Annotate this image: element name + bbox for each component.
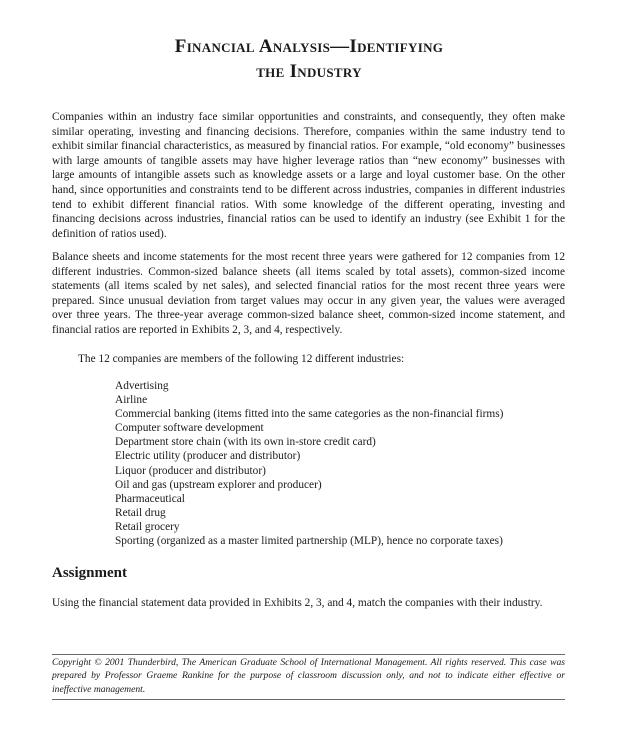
intro-paragraph: Companies within an industry face similar opportunities and constraints, and consequently, they often make similar operating, investing and financing decisions. Therefore, companies within the same industry tend to exhibit similar financial characteristics, as measured by financial ratios. For example, “old economy” businesses with large amounts of tangible assets may have higher leverage ratios than “new economy” businesses with large amounts of intangible assets such as knowledge assets or a large and loyal customer base. On the other hand, since opportunities and constraints tend to be different across industries, companies in different industries tend to exhibit different financial ratios. With some knowledge of the different operating, investing and financing decisions across industries, financial ratios can be used to identify an industry (see Exhibit 1 for the definition of ratios used). xyxy=(52,111,565,240)
assignment-paragraph: Using the financial statement data provided in Exhibits 2, 3, and 4, match the companies with their industry. xyxy=(52,597,543,609)
industry-list xyxy=(115,379,503,548)
industries-intro-paragraph: The 12 companies are members of the following 12 different industries: xyxy=(78,353,405,365)
footer-divider-bottom xyxy=(52,699,565,700)
footer-divider-top xyxy=(52,654,565,655)
list-item: Liquor (producer and distributor) xyxy=(115,464,266,477)
document-title-line-1: Financial Analysis—Identifying xyxy=(174,36,444,57)
list-item: Commercial banking (items fitted into the same categories as the non-financial firms) xyxy=(115,408,504,421)
document-title-line-2: the Industry xyxy=(256,61,362,82)
list-item: Computer software development xyxy=(115,422,264,435)
data-paragraph: Balance sheets and income statements for the most recent three years were gathered for 12 companies from 12 different industries. Common-sized balance sheets (all items scaled by total assets), common-sized income statements (all items scaled by net sales), and selected financial ratios for the most recent three years were prepared. Since unusual deviation from target values may occur in any given year, the values were averaged over three years. The three-year average common-sized balance sheet, common-sized income statement, and financial ratios are reported in Exhibits 2, 3, and 4, respectively. xyxy=(52,251,565,336)
list-item: Pharmaceutical xyxy=(115,492,185,505)
list-item: Electric utility (producer and distributor) xyxy=(115,450,301,463)
list-item: Sporting (organized as a master limited partnership (MLP), hence no corporate taxes) xyxy=(115,535,503,548)
assignment-heading: Assignment xyxy=(52,565,128,581)
list-item: Department store chain (with its own in-store credit card) xyxy=(115,436,376,449)
list-item: Airline xyxy=(115,394,148,407)
copyright-notice: Copyright © 2001 Thunderbird, The American Graduate School of International Management. All rights reserved. This case was prepared by Professor Graeme Rankine for the purpose of classroom discussion only, and not to indicate either effective or ineffective management. xyxy=(52,657,565,695)
list-item: Retail grocery xyxy=(115,520,180,533)
list-item: Advertising xyxy=(115,380,169,392)
list-item: Retail drug xyxy=(115,506,166,519)
list-item: Oil and gas (upstream explorer and producer) xyxy=(115,478,322,491)
